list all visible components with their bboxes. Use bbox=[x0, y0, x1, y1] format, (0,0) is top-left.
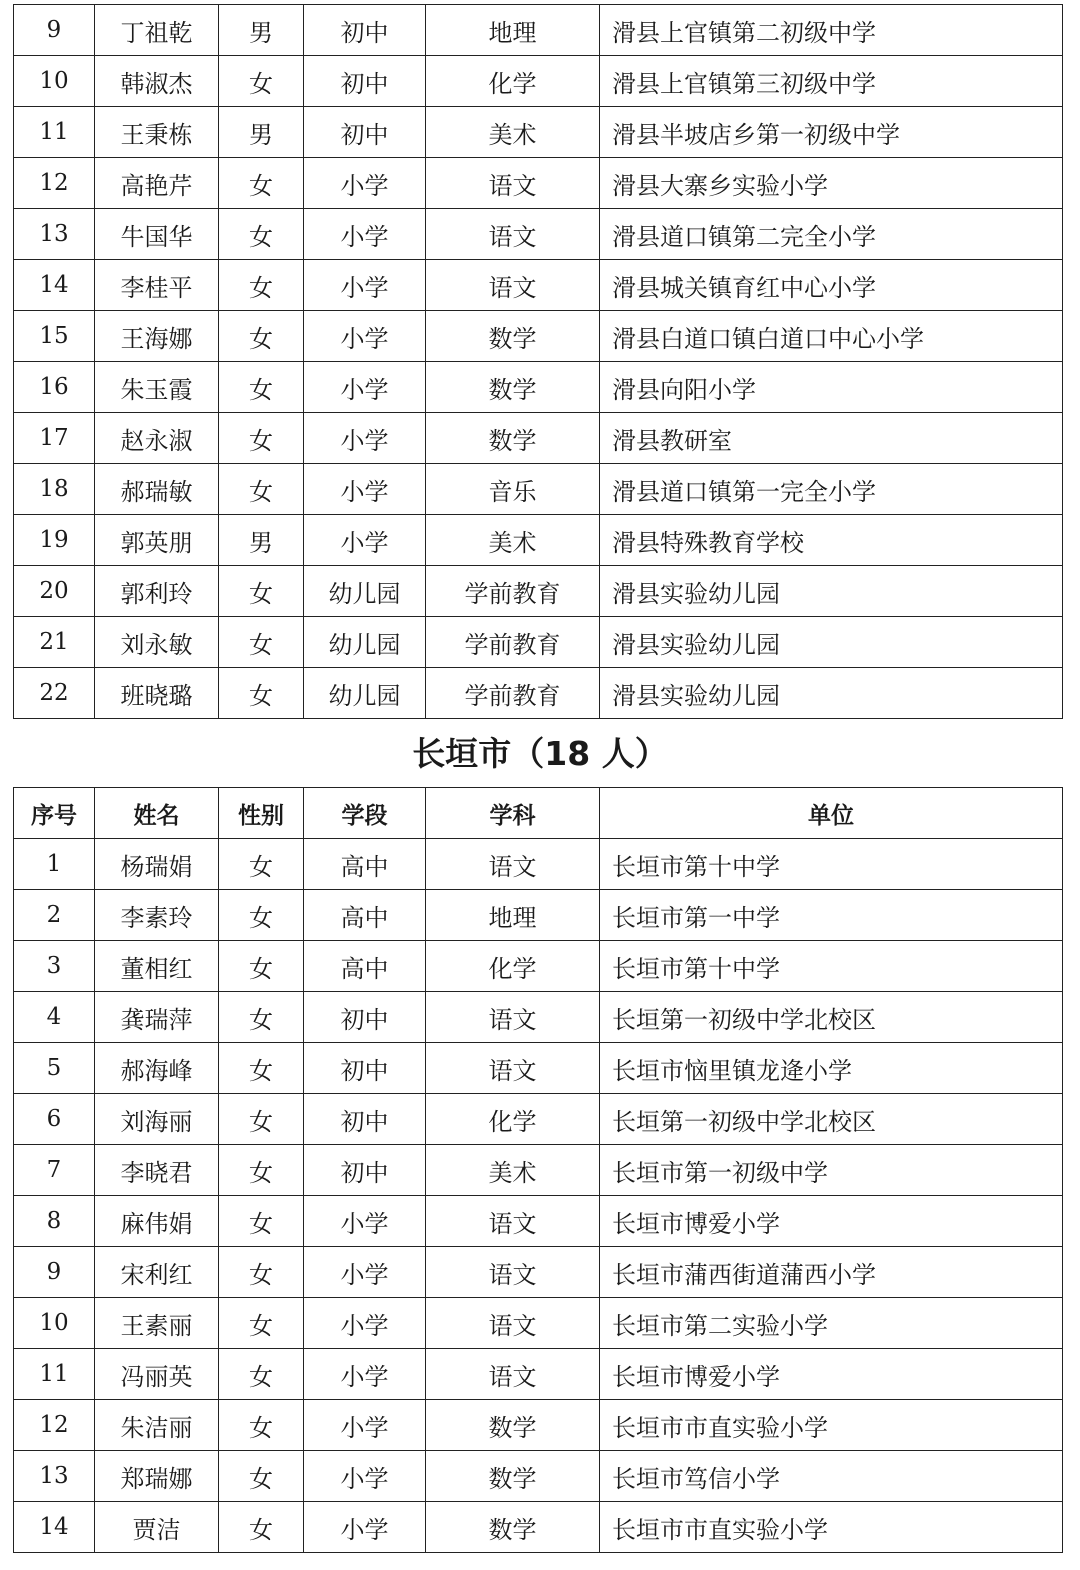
table-row bbox=[14, 941, 1063, 992]
changyuan-roster-table bbox=[13, 787, 1063, 1553]
cell-stage: 小学 bbox=[304, 1502, 426, 1553]
cell-stage: 小学 bbox=[304, 1400, 426, 1451]
cell-subject: 语文 bbox=[426, 158, 600, 209]
cell-index: 10 bbox=[14, 1298, 95, 1349]
cell-gender: 男 bbox=[219, 515, 304, 566]
cell-name: 朱洁丽 bbox=[95, 1400, 219, 1451]
cell-name: 王秉栋 bbox=[95, 107, 219, 158]
table-row bbox=[14, 668, 1063, 719]
cell-index: 7 bbox=[14, 1145, 95, 1196]
section-title: 长垣市（18 人） bbox=[412, 734, 668, 773]
table-row bbox=[14, 1145, 1063, 1196]
cell-name: 李桂平 bbox=[95, 260, 219, 311]
cell-subject: 化学 bbox=[426, 56, 600, 107]
table-row bbox=[14, 1349, 1063, 1400]
cell-subject: 语文 bbox=[426, 839, 600, 890]
table-row bbox=[14, 617, 1063, 668]
cell-index: 3 bbox=[14, 941, 95, 992]
cell-subject: 地理 bbox=[426, 5, 600, 56]
cell-stage: 小学 bbox=[304, 260, 426, 311]
cell-unit: 长垣市博爱小学 bbox=[600, 1349, 1063, 1400]
cell-name: 龚瑞萍 bbox=[95, 992, 219, 1043]
cell-subject: 语文 bbox=[426, 1298, 600, 1349]
cell-unit: 滑县道口镇第二完全小学 bbox=[600, 209, 1063, 260]
table-row bbox=[14, 209, 1063, 260]
cell-index: 17 bbox=[14, 413, 95, 464]
cell-stage: 小学 bbox=[304, 464, 426, 515]
cell-index: 18 bbox=[14, 464, 95, 515]
cell-gender: 女 bbox=[219, 890, 304, 941]
cell-unit: 滑县实验幼儿园 bbox=[600, 566, 1063, 617]
cell-gender: 女 bbox=[219, 668, 304, 719]
cell-index: 14 bbox=[14, 1502, 95, 1553]
table-row bbox=[14, 1298, 1063, 1349]
cell-index: 22 bbox=[14, 668, 95, 719]
cell-gender: 男 bbox=[219, 107, 304, 158]
cell-name: 韩淑杰 bbox=[95, 56, 219, 107]
cell-index: 1 bbox=[14, 839, 95, 890]
cell-index: 11 bbox=[14, 107, 95, 158]
cell-unit: 滑县半坡店乡第一初级中学 bbox=[600, 107, 1063, 158]
table-row bbox=[14, 1043, 1063, 1094]
table-row bbox=[14, 1400, 1063, 1451]
cell-subject: 语文 bbox=[426, 1043, 600, 1094]
cell-stage: 小学 bbox=[304, 413, 426, 464]
cell-index: 8 bbox=[14, 1196, 95, 1247]
cell-stage: 高中 bbox=[304, 890, 426, 941]
table-row bbox=[14, 158, 1063, 209]
table-row bbox=[14, 362, 1063, 413]
table-row bbox=[14, 311, 1063, 362]
cell-unit: 长垣第一初级中学北校区 bbox=[600, 1094, 1063, 1145]
cell-unit: 长垣市第十中学 bbox=[600, 839, 1063, 890]
cell-subject: 数学 bbox=[426, 311, 600, 362]
cell-subject: 数学 bbox=[426, 1502, 600, 1553]
cell-gender: 女 bbox=[219, 311, 304, 362]
cell-gender: 女 bbox=[219, 839, 304, 890]
cell-gender: 女 bbox=[219, 566, 304, 617]
cell-unit: 长垣市市直实验小学 bbox=[600, 1502, 1063, 1553]
cell-unit: 滑县向阳小学 bbox=[600, 362, 1063, 413]
cell-name: 李素玲 bbox=[95, 890, 219, 941]
cell-name: 贾洁 bbox=[95, 1502, 219, 1553]
table-body bbox=[14, 5, 1063, 719]
cell-index: 4 bbox=[14, 992, 95, 1043]
cell-name: 刘永敏 bbox=[95, 617, 219, 668]
table-row bbox=[14, 107, 1063, 158]
cell-gender: 男 bbox=[219, 5, 304, 56]
cell-name: 宋利红 bbox=[95, 1247, 219, 1298]
cell-index: 14 bbox=[14, 260, 95, 311]
cell-index: 15 bbox=[14, 311, 95, 362]
table-row bbox=[14, 1451, 1063, 1502]
header-stage: 学段 bbox=[304, 788, 426, 839]
cell-gender: 女 bbox=[219, 992, 304, 1043]
cell-name: 李晓君 bbox=[95, 1145, 219, 1196]
cell-unit: 滑县实验幼儿园 bbox=[600, 668, 1063, 719]
cell-unit: 滑县白道口镇白道口中心小学 bbox=[600, 311, 1063, 362]
cell-subject: 数学 bbox=[426, 413, 600, 464]
cell-unit: 滑县教研室 bbox=[600, 413, 1063, 464]
cell-stage: 小学 bbox=[304, 1247, 426, 1298]
cell-gender: 女 bbox=[219, 1400, 304, 1451]
cell-unit: 长垣市笃信小学 bbox=[600, 1451, 1063, 1502]
cell-unit: 长垣市博爱小学 bbox=[600, 1196, 1063, 1247]
cell-index: 21 bbox=[14, 617, 95, 668]
cell-gender: 女 bbox=[219, 1451, 304, 1502]
cell-stage: 小学 bbox=[304, 209, 426, 260]
cell-stage: 小学 bbox=[304, 1451, 426, 1502]
table-row bbox=[14, 464, 1063, 515]
cell-name: 郝瑞敏 bbox=[95, 464, 219, 515]
cell-unit: 长垣市蒲西街道蒲西小学 bbox=[600, 1247, 1063, 1298]
cell-subject: 语文 bbox=[426, 260, 600, 311]
cell-gender: 女 bbox=[219, 617, 304, 668]
cell-stage: 初中 bbox=[304, 5, 426, 56]
cell-index: 6 bbox=[14, 1094, 95, 1145]
cell-stage: 初中 bbox=[304, 107, 426, 158]
cell-stage: 小学 bbox=[304, 1298, 426, 1349]
cell-stage: 初中 bbox=[304, 1145, 426, 1196]
cell-subject: 数学 bbox=[426, 1400, 600, 1451]
cell-subject: 语文 bbox=[426, 1349, 600, 1400]
cell-subject: 化学 bbox=[426, 941, 600, 992]
cell-subject: 学前教育 bbox=[426, 668, 600, 719]
cell-unit: 滑县大寨乡实验小学 bbox=[600, 158, 1063, 209]
cell-stage: 初中 bbox=[304, 992, 426, 1043]
cell-gender: 女 bbox=[219, 260, 304, 311]
header-subject: 学科 bbox=[426, 788, 600, 839]
cell-stage: 小学 bbox=[304, 311, 426, 362]
table-header bbox=[14, 788, 1063, 839]
cell-subject: 语文 bbox=[426, 209, 600, 260]
cell-stage: 小学 bbox=[304, 158, 426, 209]
cell-name: 王素丽 bbox=[95, 1298, 219, 1349]
header-name: 姓名 bbox=[95, 788, 219, 839]
cell-unit: 长垣市第一初级中学 bbox=[600, 1145, 1063, 1196]
table-row bbox=[14, 515, 1063, 566]
table-row bbox=[14, 260, 1063, 311]
cell-index: 2 bbox=[14, 890, 95, 941]
cell-subject: 美术 bbox=[426, 1145, 600, 1196]
cell-subject: 数学 bbox=[426, 1451, 600, 1502]
county-roster-table-continued bbox=[13, 4, 1063, 719]
cell-name: 朱玉霞 bbox=[95, 362, 219, 413]
cell-name: 郭利玲 bbox=[95, 566, 219, 617]
cell-subject: 数学 bbox=[426, 362, 600, 413]
cell-subject: 美术 bbox=[426, 515, 600, 566]
cell-stage: 初中 bbox=[304, 1094, 426, 1145]
cell-name: 刘海丽 bbox=[95, 1094, 219, 1145]
cell-stage: 初中 bbox=[304, 1043, 426, 1094]
cell-gender: 女 bbox=[219, 209, 304, 260]
cell-name: 郝海峰 bbox=[95, 1043, 219, 1094]
cell-name: 郭英朋 bbox=[95, 515, 219, 566]
cell-gender: 女 bbox=[219, 464, 304, 515]
cell-name: 牛国华 bbox=[95, 209, 219, 260]
cell-index: 5 bbox=[14, 1043, 95, 1094]
cell-gender: 女 bbox=[219, 941, 304, 992]
cell-stage: 小学 bbox=[304, 515, 426, 566]
cell-stage: 小学 bbox=[304, 1349, 426, 1400]
cell-subject: 音乐 bbox=[426, 464, 600, 515]
cell-name: 高艳芹 bbox=[95, 158, 219, 209]
cell-index: 13 bbox=[14, 1451, 95, 1502]
cell-gender: 女 bbox=[219, 1094, 304, 1145]
cell-gender: 女 bbox=[219, 1196, 304, 1247]
table-row bbox=[14, 992, 1063, 1043]
cell-unit: 长垣市第十中学 bbox=[600, 941, 1063, 992]
cell-gender: 女 bbox=[219, 362, 304, 413]
cell-index: 9 bbox=[14, 5, 95, 56]
cell-name: 冯丽英 bbox=[95, 1349, 219, 1400]
cell-stage: 高中 bbox=[304, 839, 426, 890]
table-row bbox=[14, 1094, 1063, 1145]
cell-stage: 初中 bbox=[304, 56, 426, 107]
header-gender: 性别 bbox=[219, 788, 304, 839]
cell-name: 赵永淑 bbox=[95, 413, 219, 464]
cell-name: 王海娜 bbox=[95, 311, 219, 362]
table-row bbox=[14, 1502, 1063, 1553]
cell-index: 13 bbox=[14, 209, 95, 260]
cell-stage: 幼儿园 bbox=[304, 566, 426, 617]
cell-name: 董相红 bbox=[95, 941, 219, 992]
cell-unit: 长垣第一初级中学北校区 bbox=[600, 992, 1063, 1043]
cell-name: 丁祖乾 bbox=[95, 5, 219, 56]
cell-gender: 女 bbox=[219, 413, 304, 464]
cell-subject: 语文 bbox=[426, 1196, 600, 1247]
cell-index: 9 bbox=[14, 1247, 95, 1298]
cell-index: 20 bbox=[14, 566, 95, 617]
cell-subject: 语文 bbox=[426, 992, 600, 1043]
cell-index: 11 bbox=[14, 1349, 95, 1400]
cell-stage: 幼儿园 bbox=[304, 668, 426, 719]
table-row bbox=[14, 839, 1063, 890]
cell-unit: 滑县道口镇第一完全小学 bbox=[600, 464, 1063, 515]
cell-gender: 女 bbox=[219, 56, 304, 107]
cell-unit: 滑县城关镇育红中心小学 bbox=[600, 260, 1063, 311]
cell-unit: 滑县实验幼儿园 bbox=[600, 617, 1063, 668]
cell-unit: 长垣市第一中学 bbox=[600, 890, 1063, 941]
cell-gender: 女 bbox=[219, 158, 304, 209]
cell-name: 郑瑞娜 bbox=[95, 1451, 219, 1502]
cell-index: 12 bbox=[14, 158, 95, 209]
cell-unit: 滑县特殊教育学校 bbox=[600, 515, 1063, 566]
cell-name: 班晓璐 bbox=[95, 668, 219, 719]
cell-subject: 学前教育 bbox=[426, 566, 600, 617]
cell-unit: 滑县上官镇第三初级中学 bbox=[600, 56, 1063, 107]
cell-index: 12 bbox=[14, 1400, 95, 1451]
cell-gender: 女 bbox=[219, 1145, 304, 1196]
cell-name: 麻伟娟 bbox=[95, 1196, 219, 1247]
table-row bbox=[14, 890, 1063, 941]
cell-stage: 高中 bbox=[304, 941, 426, 992]
cell-subject: 美术 bbox=[426, 107, 600, 158]
table-row bbox=[14, 1196, 1063, 1247]
cell-unit: 滑县上官镇第二初级中学 bbox=[600, 5, 1063, 56]
cell-subject: 学前教育 bbox=[426, 617, 600, 668]
cell-name: 杨瑞娟 bbox=[95, 839, 219, 890]
cell-index: 19 bbox=[14, 515, 95, 566]
header-index: 序号 bbox=[14, 788, 95, 839]
cell-gender: 女 bbox=[219, 1043, 304, 1094]
table-row bbox=[14, 1247, 1063, 1298]
cell-index: 10 bbox=[14, 56, 95, 107]
cell-subject: 语文 bbox=[426, 1247, 600, 1298]
cell-unit: 长垣市恼里镇龙逄小学 bbox=[600, 1043, 1063, 1094]
cell-stage: 幼儿园 bbox=[304, 617, 426, 668]
header-row bbox=[14, 788, 1063, 839]
cell-subject: 地理 bbox=[426, 890, 600, 941]
cell-stage: 小学 bbox=[304, 1196, 426, 1247]
table-row bbox=[14, 56, 1063, 107]
table-row bbox=[14, 566, 1063, 617]
table-body bbox=[14, 839, 1063, 1553]
cell-unit: 长垣市第二实验小学 bbox=[600, 1298, 1063, 1349]
cell-unit: 长垣市市直实验小学 bbox=[600, 1400, 1063, 1451]
cell-index: 16 bbox=[14, 362, 95, 413]
cell-gender: 女 bbox=[219, 1247, 304, 1298]
cell-gender: 女 bbox=[219, 1298, 304, 1349]
cell-gender: 女 bbox=[219, 1502, 304, 1553]
cell-stage: 小学 bbox=[304, 362, 426, 413]
cell-gender: 女 bbox=[219, 1349, 304, 1400]
header-unit: 单位 bbox=[600, 788, 1063, 839]
table-row bbox=[14, 413, 1063, 464]
cell-subject: 化学 bbox=[426, 1094, 600, 1145]
table-row bbox=[14, 5, 1063, 56]
